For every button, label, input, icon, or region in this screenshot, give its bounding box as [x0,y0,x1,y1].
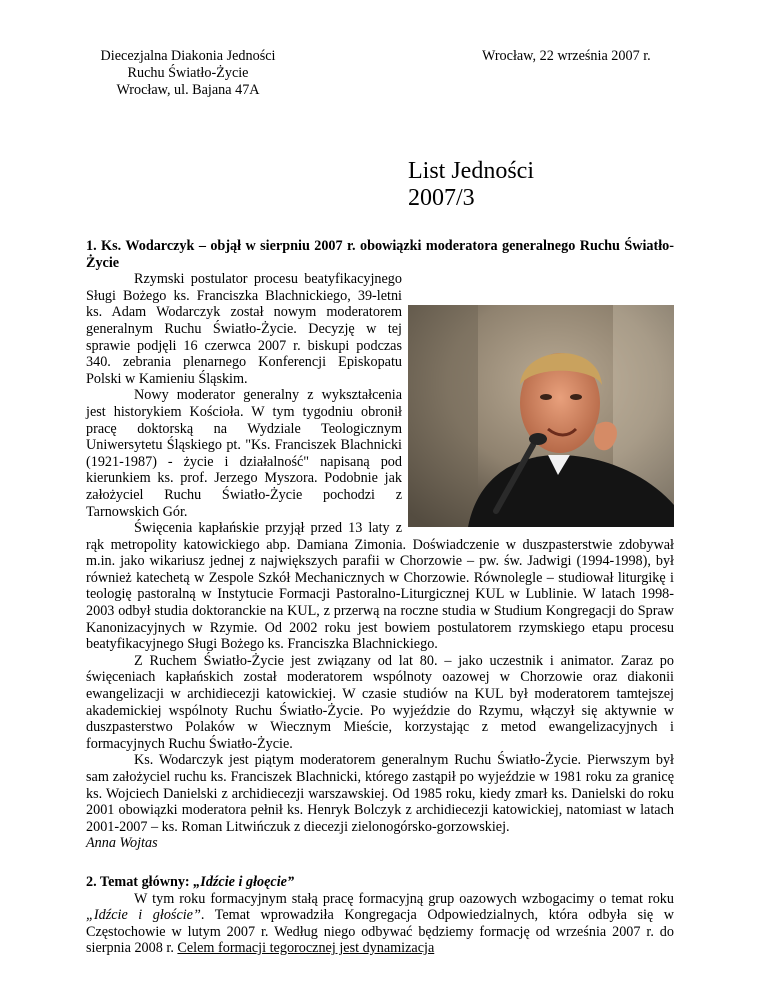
section2-paragraph [86,891,674,957]
section1-paragraph: Święcenia kapłańskie przyjął przed 13 laty z rąk metropolity katowickiego abp. Damiana Zimonia. Doświadczenie w duszpasterstwie zdobywał m.in. jako wikariusz jednej z największych parafii w Chorzowie – pw. św. Jadwigi (1994-1998), był również katechetą w Zespole Szkół Mechanicznych w Chorzowie. Równolegle – studiował liturgikę i teologię pastoralną w Instytucie Formacji Pastoralno-Liturgicznej KUL w Lublinie. W latach 1998-2003 odbył studia doktoranckie na KUL, z przerwą na roczne studia w Studium Kongregacji do Spraw Kanonizacyjnych w Rzymie. Od 2002 roku jest bowiem postulatorem rzymskiego etapu procesu beatyfikacyjnego Sługi Bożego ks. Franciszka Blachnickiego. [86,520,674,653]
section1-heading: 1. Ks. Wodarczyk – objął w sierpniu 2007 r. obowiązki moderatora generalnego Ruchu Światło-Życie [86,238,674,271]
document-title [408,158,534,212]
section2-heading-theme: „Idźcie i głoęcie” [193,873,295,890]
section2-underlined-text: Celem formacji tegorocznej jest dynamizacja [177,940,435,957]
title-line1: List Jedności [408,158,534,184]
letter-date: Wrocław, 22 września 2007 r. [482,48,651,64]
letter-body [86,238,674,957]
section2-text-b: . Temat wprowadziła Kongregacja Odpowiedzialnych, która odbyła się w Częstochowie w lutym 2007 r. Według niego odbywać będziemy formację od września 2007 r. do sierpnia 2008 r. [86,907,674,957]
section1-paragraph: Z Ruchem Światło-Życie jest związany od lat 80. – jako uczestnik i animator. Zaraz po święceniach kapłańskich został moderatorem wspólnoty oazowej w Chorzowie oraz diakonii ewangelizacji w archidiecezji katowickiej. W czasie studiów na KUL był moderatorem tamtejszej akademickiej wspólnoty Ruchu Światło-Życie. Po wyjeździe do Rzymu, włączył się aktywnie w duszpasterstwo Polaków w Wiecznym Mieście, korzystając z metod ewangelizacyjnych i formacyjnych Ruchu Światło-Życie. [86,652,674,752]
sender-org-line2: Ruchu Światło-Życie [127,65,249,81]
photo-frame [408,305,674,527]
section2-heading-prefix: 2. Temat główny: [86,873,194,890]
sender-street: Wrocław, ul. Bajana 47A [116,82,260,98]
section1-paragraph: Nowy moderator generalny z wykształcenia jest historykiem Kościoła. W tym tygodniu obronił pracę doktorską na Wydziale Teologicznym Uniwersytetu Śląskiego pt. "Ks. Franciszek Blachnicki (1921-1987) - życie i działalność" napisaną pod kierunkiem ks. prof. Jerzego Myszora. Podobnie jak założyciel Ruchu Światło-Życie pochodzi z Tarnowskich Gór. [86,387,402,520]
section1-paragraph: Rzymski postulator procesu beatyfikacyjnego Sługi Bożego ks. Franciszka Blachnickiego, 39-letni ks. Adam Wodarczyk został nowym moderatorem generalnym Ruchu Światło-Życie. Decyzję w tej sprawie podjęli 16 czerwca 2007 r. biskupi podczas 340. zebrania plenarnego Konferencji Episkopatu Polski w Kamieniu Śląskim. [86,271,402,387]
sender-address [78,48,298,99]
section2-theme-italic: „Idźcie i głoście” [86,907,201,924]
author-signature: Anna Wojtas [86,835,158,852]
section2-text-a: W tym roku formacyjnym stałą pracę formacyjną grup oazowych wzbogacimy o temat roku [134,890,674,907]
moderator-photo [408,305,674,527]
sender-org-line1: Diecezjalna Diakonia Jedności [100,48,276,64]
section2-heading [86,874,674,891]
section1-paragraph: Ks. Wodarczyk jest piątym moderatorem generalnym Ruchu Światło-Życie. Pierwszym był sam założyciel ruchu ks. Franciszek Blachnicki, którego zastąpił po wyjeździe w 1981 roku za granicę ks. Wojciech Danielski z archidiecezji warszawskiej. Od 1985 roku, kiedy zmarł ks. Danielski do roku 2001 obowiązki moderatora pełnił ks. Henryk Bolczyk z archidiecezji katowickiej, natomiast w latach 2001-2007 – ks. Roman Litwińczuk z diecezji zielonogórsko-gorzowskiej. [86,752,674,835]
title-issue: 2007/3 [408,185,475,211]
